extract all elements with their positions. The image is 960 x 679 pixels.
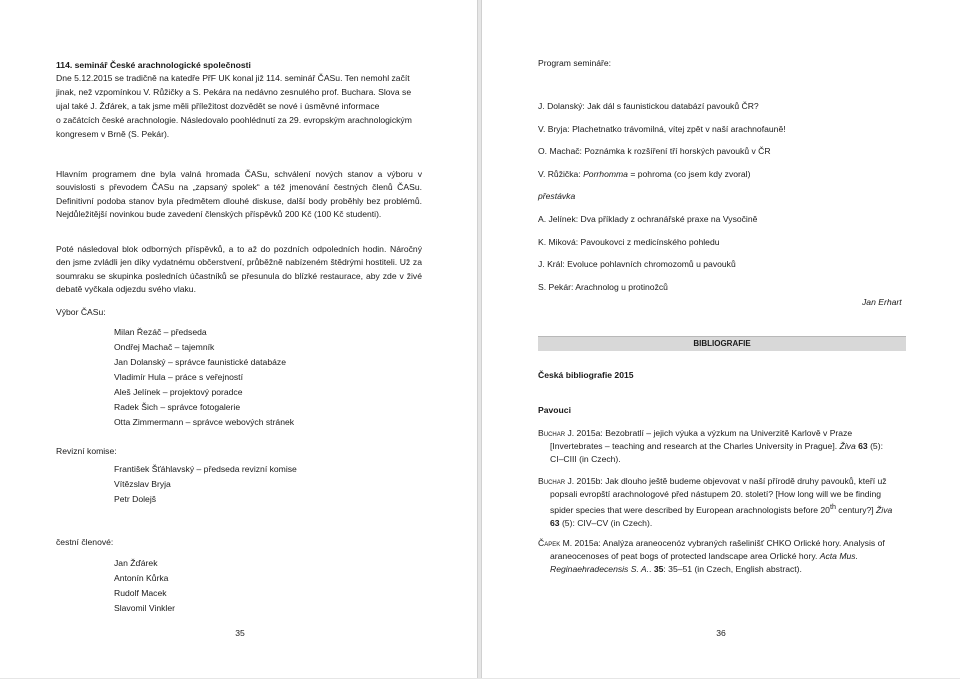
program-list [538, 100, 786, 303]
committee-member: Vladimír Hula – práce s veřejností [114, 372, 243, 382]
reference-text: spider species that were described by European arachnologists before 20 [550, 504, 830, 515]
reference-continuation [538, 517, 896, 530]
reference-continuation: CI–CIII (in Czech). [550, 454, 621, 464]
reference-volume: 63 [550, 517, 560, 528]
committee-list [114, 325, 294, 430]
intro-line-2: jinak, než vzpomínkou V. Růžičky a S. Pekára na nedávno zesnulého prof. Buchara. Slova se [56, 87, 412, 97]
article-title: 114. seminář České arachnologické společnosti [56, 60, 251, 70]
reference-entry [538, 475, 896, 530]
intro-line-1: Dne 5.12.2015 se tradičně na katedře PřF UK konal již 114. seminář ČASu. Ten nemohl začít [56, 73, 410, 83]
intro-line-3: ujal také J. Žďárek, a tak jsme měli příležitost dozvědět se nové i úsměvné informace [56, 101, 380, 111]
reference-entry [538, 537, 896, 576]
program-paragraph: Poté následoval blok odborných příspěvků, a to až do pozdních odpoledních hodin. Náročný den jsme zvládli jen díky vydatnému občerstvení, průběžně nabízeném štědrými hostiteli. Už za soumraku se skupinka posledních účastníků se přesunula do blízké restaurace, aby zde v živé debatě vyčkala odjezdu svého vlaku. [56, 244, 422, 295]
audit-member: Petr Dolejš [114, 494, 157, 504]
reference-volume: 63 [855, 441, 868, 451]
honorary-member: Antonín Kůrka [114, 573, 169, 583]
reference-author: Buchar [538, 428, 566, 438]
reference-continuation [538, 501, 896, 517]
committee-member: Jan Dolanský – správce faunistické databáze [114, 357, 286, 367]
program-item-taxon: Porrhomma [583, 168, 628, 179]
reference-text: araneocenoses of peat bogs of protected landscape area Orlické hory. [550, 551, 820, 561]
audit-list [114, 462, 297, 507]
committee-member: Milan Řezáč – předseda [114, 327, 207, 337]
left-page [0, 0, 478, 678]
reference-text: : 35–51 (in Czech, English abstract). [663, 564, 802, 574]
program-item: J. Král: Evoluce pohlavních chromozomů u pavouků [538, 259, 736, 270]
intro-line-5: kongresem v Brně (S. Pekár). [56, 129, 170, 139]
program-item: S. Pekár: Arachnolog u protinožců [538, 281, 668, 292]
program-item: J. Dolanský: Jak dál s faunistickou databází pavouků ČR? [538, 101, 759, 111]
reference-journal: Živa [876, 504, 893, 515]
reference-journal: Reginaehradecensis S. A. [550, 564, 650, 574]
reference-author: Buchar [538, 476, 566, 486]
reference-continuation [538, 550, 896, 563]
reference-text: . [649, 564, 654, 574]
bibliography-header: BIBLIOGRAFIE [538, 336, 906, 351]
reference-entry [538, 427, 896, 466]
honorary-label: čestní členové: [56, 537, 114, 547]
reference-text: century?] [835, 504, 877, 515]
reference-text: J. 2015a: Bezobratlí – jejich výuka a výzkum na Univerzitě Karlově v Praze [565, 428, 853, 438]
program-item: V. Bryja: Plachetnatko trávomilná, vítej zpět v naší arachnofauně! [538, 123, 786, 134]
reference-text: [Invertebrates – teaching and research at the Charles University in Prague]. [550, 441, 840, 451]
committee-label: Výbor ČASu: [56, 307, 106, 317]
author-signature: Jan Erhart [862, 297, 902, 307]
program-item-suffix: = pohroma (co jsem kdy zvoral) [627, 168, 751, 179]
bibliography-title: Česká bibliografie 2015 [538, 370, 634, 380]
program-label: Program semináře: [538, 58, 612, 68]
reference-journal: Živa [839, 441, 856, 451]
program-item [538, 168, 786, 191]
program-break: přestávka [538, 191, 576, 202]
reference-author: Čapek [538, 538, 561, 548]
audit-label: Revizní komise: [56, 446, 117, 456]
reference-journal: Acta Mus. [819, 551, 858, 561]
general-assembly-paragraph: Hlavním programem dne byla valná hromada ČASu, schválení nových stanov a výboru v souvislosti s převodem ČASu na „zapsaný spolek“ a též jmenování čestných členů ČASu. Definitivní podoba stanov byla předmětem dlouhé diskuse, další body proběhly bez problémů. Nejdůležitější novinkou bude zavedení členských příspěvků 200 Kč (100 Kč studenti). [56, 169, 422, 220]
reference-continuation [538, 440, 896, 453]
page-number: 35 [235, 628, 245, 638]
reference-text: M. 2015a: Analýza araneocenóz vybraných rašelinišť CHKO Orlické hory. Analysis of [560, 538, 885, 548]
committee-member: Radek Šich – správce fotogalerie [114, 402, 241, 412]
committee-member: Aleš Jelínek – projektový poradce [114, 387, 243, 397]
program-item: A. Jelínek: Dva příklady z ochranářské praxe na Vysočině [538, 213, 758, 224]
right-page [481, 0, 960, 678]
reference-text: (5): [867, 441, 883, 451]
program-item: K. Miková: Pavoukovci z medicínského pohledu [538, 236, 720, 247]
audit-member: Vítězslav Bryja [114, 479, 171, 489]
reference-continuation: popsali evropští arachnologové před nástupem 20. století? [How long will we be finding [550, 489, 882, 499]
page-number: 36 [716, 628, 726, 638]
honorary-member: Slavomil Vinkler [114, 603, 175, 613]
reference-continuation [538, 563, 896, 576]
reference-text: (5): CIV–CV (in Czech). [559, 517, 653, 528]
program-item: O. Machač: Poznámka k rozšíření tří horských pavouků v ČR [538, 146, 771, 157]
reference-text: J. 2015b: Jak dlouho ještě budeme objevovat v naší přírodě druhy pavouků, kteří už [565, 476, 887, 486]
honorary-list [114, 556, 175, 616]
committee-member: Ondřej Machač – tajemník [114, 342, 215, 352]
honorary-member: Jan Žďárek [114, 558, 158, 568]
program-item-prefix: V. Růžička: [538, 168, 584, 179]
audit-member: František Šťáhlavský – předseda revizní komise [114, 464, 297, 474]
honorary-member: Rudolf Macek [114, 588, 167, 598]
reference-volume: 35 [653, 564, 664, 574]
section-spiders: Pavouci [538, 405, 571, 415]
reference-superscript: th [829, 503, 836, 511]
committee-member: Otta Zimmermann – správce webových stránek [114, 417, 295, 427]
intro-line-4: o začátcích české arachnologie. Následovalo poohlédnutí za 29. evropským arachnologickým [56, 115, 412, 125]
